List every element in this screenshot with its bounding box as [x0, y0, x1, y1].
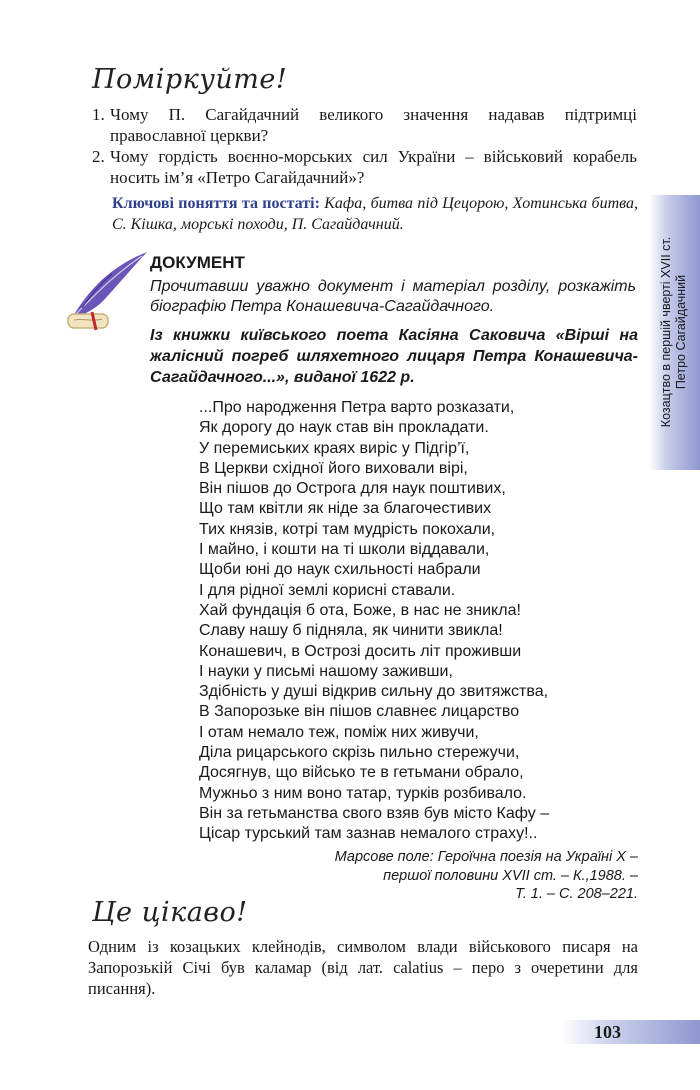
poem-line: Хай фундація б ота, Боже, в нас не зникла! [199, 601, 521, 619]
question-item [92, 104, 637, 146]
poem-line: Що там квітли як ніде за благочестивих [199, 500, 492, 518]
question-text: Чому гордість воєнно-морських сил України – військовий корабель носить ім’я «Петро Сагайдачний»? [110, 147, 637, 187]
poem-line: Діла рицарського скрізь пильно стережучи, [199, 744, 520, 762]
question-item [92, 146, 637, 188]
poem-line: Цісар турський там зазнав немалого страху!.. [199, 825, 538, 843]
poem-line: ...Про народження Петра варто розказати, [199, 399, 515, 416]
key-terms [112, 193, 638, 235]
think-heading: Поміркуйте! [92, 64, 288, 95]
side-tab-text [659, 197, 689, 467]
poem-line: І науки у письмі нашому заживши, [199, 662, 453, 680]
poem-line: І отам немало теж, поміж них живучи, [199, 723, 479, 741]
poem-line: Він за гетьманства свого взяв був місто Кафу – [199, 804, 550, 822]
document-title: ДОКУМЕНТ [150, 253, 245, 272]
poem-line: І майно, і кошти на ті школи віддавали, [199, 541, 490, 559]
key-terms-label: Ключові поняття та постаті: [112, 195, 320, 212]
poem-line: Як дорогу до наук став він прокладати. [199, 419, 489, 437]
questions-list [92, 104, 637, 188]
poem-line: У перемиських краях виріс у Підгір’ї, [199, 439, 470, 457]
poem [199, 398, 619, 845]
poem-line: І для рідної землі корисні ставали. [199, 581, 456, 599]
poem-line: Він пішов до Острога для наук поштивих, [199, 480, 506, 498]
question-text: Чому П. Сагайдачний великого значення надавав підтримці православної церкви? [110, 105, 637, 145]
interest-heading: Це цікаво! [92, 897, 248, 928]
poem-line: Славу нашу б підняла, як чинити звикла! [199, 622, 503, 640]
side-tab-line: Козацтво в першій чверті XVII ст. [659, 236, 673, 428]
citation-line: першої половини ХVII ст. – К.,1988. – [383, 867, 638, 884]
poem-line: Досягнув, що військо те в гетьмани обрало, [199, 764, 524, 782]
citation-line: Т. 1. – С. 208–221. [515, 886, 638, 902]
document-source: Із книжки київського поета Касіяна Саковича «Вірші на жалісний погреб шляхетного лицаря Петра Конашевича-Сагайдачного...», виданої 1622 р. [150, 327, 638, 386]
poem-line: Тих князів, котрі там мудрість покохали, [199, 520, 496, 538]
poem-line: В Запорозьке він пішов славнеє лицарство [199, 703, 520, 721]
citation [278, 848, 638, 904]
poem-line: Здібність у душі відкрив сильну до звитяжства, [199, 683, 549, 701]
quill-icon [62, 248, 154, 334]
poem-line: В Церкви східної його виховали вірі, [199, 459, 468, 477]
poem-line: Щоби юні до наук схильності набрали [199, 561, 481, 579]
page-number-tab [560, 1020, 700, 1044]
question-number: 2. [92, 147, 105, 166]
poem-line: Мужньо з ним воно татар, турків розбивало. [199, 784, 527, 802]
question-number: 1. [92, 105, 105, 124]
poem-line: Конашевич, в Острозі досить літ проживши [199, 642, 522, 660]
key-terms-value: Кафа, битва під Цецорою, Хотинська битва, С. Кішка, морські походи, П. Сагайдачний. [112, 195, 638, 233]
citation-line: Марсове поле: Героїчна поезія на Україні Х – [334, 849, 638, 865]
page-number: 103 [594, 1022, 621, 1042]
side-tab-line: Петро Сагайдачний [674, 274, 688, 390]
fact-text: Одним із козацьких клейнодів, символом влади військового писаря на Запорозькій Січі був каламар (від лат. calatius – перо з очеретини для писання). [88, 937, 638, 998]
document-task: Прочитавши уважно документ і матеріал розділу, розкажіть біографію Петра Конашевича-Сагайдачного. [150, 278, 636, 315]
